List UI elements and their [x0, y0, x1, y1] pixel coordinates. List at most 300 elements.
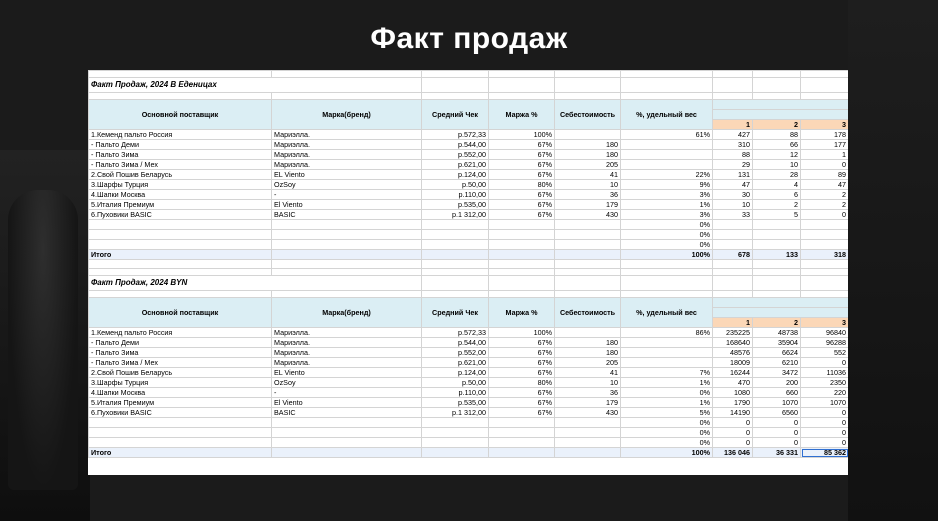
column-header[interactable]: Средний Чек — [422, 100, 489, 130]
data-cell[interactable]: EL Viento — [272, 170, 422, 180]
data-cell[interactable]: Мариэлла. — [272, 140, 422, 150]
data-cell[interactable]: 552 — [801, 348, 849, 358]
data-cell[interactable]: 1% — [621, 398, 713, 408]
data-cell[interactable]: 47 — [801, 180, 849, 190]
empty-cell[interactable] — [422, 291, 489, 298]
data-cell[interactable]: 12 — [753, 150, 801, 160]
empty-cell[interactable] — [801, 260, 849, 269]
data-cell[interactable] — [272, 428, 422, 438]
data-cell[interactable]: 3% — [621, 190, 713, 200]
data-cell[interactable]: 67% — [489, 200, 555, 210]
data-cell[interactable]: 180 — [555, 338, 621, 348]
empty-cell[interactable] — [555, 78, 621, 93]
empty-cell[interactable] — [753, 276, 801, 291]
empty-cell[interactable] — [713, 269, 753, 276]
empty-cell[interactable] — [555, 93, 621, 100]
empty-cell[interactable] — [713, 291, 753, 298]
data-cell[interactable]: р.50,00 — [422, 180, 489, 190]
empty-cell[interactable] — [422, 269, 489, 276]
data-cell[interactable]: 430 — [555, 210, 621, 220]
data-cell[interactable]: р.621,00 — [422, 358, 489, 368]
data-cell[interactable]: 205 — [555, 358, 621, 368]
data-cell[interactable] — [422, 240, 489, 250]
data-cell[interactable]: EL Viento — [272, 368, 422, 378]
empty-cell[interactable] — [489, 448, 555, 458]
data-cell[interactable]: 33 — [713, 210, 753, 220]
column-header[interactable]: Марка(бренд) — [272, 100, 422, 130]
data-cell[interactable]: 67% — [489, 398, 555, 408]
total-cell[interactable]: 85 362 — [801, 448, 849, 458]
empty-cell[interactable] — [89, 71, 272, 78]
data-cell[interactable]: р.544,00 — [422, 140, 489, 150]
data-cell[interactable]: 0% — [621, 240, 713, 250]
data-cell[interactable] — [621, 348, 713, 358]
data-cell[interactable]: 67% — [489, 140, 555, 150]
data-cell[interactable]: 0 — [801, 428, 849, 438]
data-cell[interactable]: 80% — [489, 180, 555, 190]
data-cell[interactable]: 67% — [489, 160, 555, 170]
data-cell[interactable]: 0% — [621, 230, 713, 240]
data-cell[interactable]: Мариэлла. — [272, 348, 422, 358]
data-cell[interactable]: 0 — [713, 438, 753, 448]
data-cell[interactable]: - Пальто Зима / Мех — [89, 160, 272, 170]
data-cell[interactable]: 220 — [801, 388, 849, 398]
data-cell[interactable]: 1070 — [801, 398, 849, 408]
data-cell[interactable]: - — [272, 190, 422, 200]
data-cell[interactable]: El Viento — [272, 200, 422, 210]
data-cell[interactable]: 66 — [753, 140, 801, 150]
empty-cell[interactable] — [753, 269, 801, 276]
data-cell[interactable]: 2350 — [801, 378, 849, 388]
data-cell[interactable]: Мариэлла. — [272, 338, 422, 348]
data-cell[interactable] — [489, 418, 555, 428]
column-number[interactable]: 2 — [753, 318, 801, 328]
data-cell[interactable]: р.124,00 — [422, 368, 489, 378]
empty-cell[interactable] — [621, 93, 713, 100]
data-cell[interactable]: 0 — [801, 210, 849, 220]
data-cell[interactable]: 1.Кеменд пальто Россия — [89, 130, 272, 140]
data-cell[interactable]: 0 — [753, 418, 801, 428]
data-cell[interactable]: 430 — [555, 408, 621, 418]
data-cell[interactable]: р.535,00 — [422, 200, 489, 210]
data-cell[interactable]: 14190 — [713, 408, 753, 418]
data-cell[interactable]: 11036 — [801, 368, 849, 378]
empty-cell[interactable] — [621, 78, 713, 93]
data-cell[interactable]: 100% — [489, 328, 555, 338]
empty-cell[interactable] — [753, 78, 801, 93]
data-cell[interactable]: р.621,00 — [422, 160, 489, 170]
column-number[interactable]: 1 — [713, 120, 753, 130]
data-cell[interactable]: р.50,00 — [422, 378, 489, 388]
data-cell[interactable]: р.1 312,00 — [422, 408, 489, 418]
data-cell[interactable]: - Пальто Деми — [89, 140, 272, 150]
data-cell[interactable]: 235225 — [713, 328, 753, 338]
column-header[interactable]: Маржа % — [489, 100, 555, 130]
data-cell[interactable]: 179 — [555, 200, 621, 210]
data-cell[interactable] — [801, 240, 849, 250]
data-cell[interactable]: 180 — [555, 150, 621, 160]
data-cell[interactable]: 0 — [801, 358, 849, 368]
data-cell[interactable]: 88 — [713, 150, 753, 160]
data-cell[interactable]: 180 — [555, 348, 621, 358]
data-cell[interactable]: 4.Шапки Москва — [89, 190, 272, 200]
empty-cell[interactable] — [489, 93, 555, 100]
empty-cell[interactable] — [621, 71, 713, 78]
data-cell[interactable]: 6.Пуховики BASIC — [89, 408, 272, 418]
data-cell[interactable] — [489, 240, 555, 250]
data-cell[interactable]: 67% — [489, 150, 555, 160]
data-cell[interactable]: 0 — [801, 438, 849, 448]
empty-cell[interactable] — [555, 250, 621, 260]
data-cell[interactable]: 0% — [621, 418, 713, 428]
data-cell[interactable]: р.572,33 — [422, 328, 489, 338]
data-cell[interactable]: BASIC — [272, 408, 422, 418]
empty-cell[interactable] — [555, 260, 621, 269]
data-cell[interactable] — [753, 230, 801, 240]
data-cell[interactable]: 30 — [713, 190, 753, 200]
data-cell[interactable]: 61% — [621, 130, 713, 140]
data-cell[interactable]: 9% — [621, 180, 713, 190]
empty-cell[interactable] — [272, 291, 422, 298]
empty-cell[interactable] — [713, 93, 753, 100]
empty-cell[interactable] — [489, 260, 555, 269]
data-cell[interactable] — [621, 358, 713, 368]
empty-cell[interactable] — [713, 71, 753, 78]
column-number[interactable]: 3 — [801, 120, 849, 130]
data-cell[interactable] — [555, 130, 621, 140]
data-cell[interactable] — [555, 428, 621, 438]
data-cell[interactable]: 67% — [489, 190, 555, 200]
empty-cell[interactable] — [89, 260, 272, 269]
data-cell[interactable]: 200 — [753, 378, 801, 388]
data-cell[interactable]: OzSoy — [272, 378, 422, 388]
data-cell[interactable]: Мариэлла. — [272, 150, 422, 160]
empty-cell[interactable] — [272, 269, 422, 276]
data-cell[interactable]: BASIC — [272, 210, 422, 220]
data-cell[interactable]: - Пальто Зима / Мех — [89, 358, 272, 368]
empty-cell[interactable] — [801, 78, 849, 93]
data-cell[interactable]: 41 — [555, 368, 621, 378]
empty-cell[interactable] — [753, 93, 801, 100]
empty-cell[interactable] — [272, 71, 422, 78]
data-cell[interactable]: 10 — [555, 180, 621, 190]
empty-cell[interactable] — [753, 291, 801, 298]
data-cell[interactable] — [89, 230, 272, 240]
data-cell[interactable]: 10 — [713, 200, 753, 210]
data-cell[interactable]: 0% — [621, 388, 713, 398]
data-cell[interactable]: Мариэлла. — [272, 328, 422, 338]
data-cell[interactable]: 1070 — [753, 398, 801, 408]
data-cell[interactable] — [89, 428, 272, 438]
header-blank[interactable] — [713, 308, 849, 318]
empty-cell[interactable] — [89, 291, 272, 298]
data-cell[interactable] — [555, 240, 621, 250]
data-cell[interactable]: 6560 — [753, 408, 801, 418]
empty-cell[interactable] — [272, 448, 422, 458]
data-cell[interactable]: 48738 — [753, 328, 801, 338]
data-cell[interactable]: 96840 — [801, 328, 849, 338]
data-cell[interactable]: 67% — [489, 170, 555, 180]
data-cell[interactable]: 0% — [621, 438, 713, 448]
data-cell[interactable]: 10 — [555, 378, 621, 388]
data-cell[interactable]: 6624 — [753, 348, 801, 358]
data-cell[interactable]: 6 — [753, 190, 801, 200]
total-cell[interactable]: 100% — [621, 250, 713, 260]
data-cell[interactable]: 0 — [753, 428, 801, 438]
data-cell[interactable] — [753, 240, 801, 250]
data-cell[interactable]: 67% — [489, 338, 555, 348]
data-cell[interactable] — [621, 140, 713, 150]
data-cell[interactable] — [713, 230, 753, 240]
data-cell[interactable]: 5% — [621, 408, 713, 418]
empty-cell[interactable] — [713, 276, 753, 291]
data-cell[interactable]: 0 — [801, 408, 849, 418]
data-cell[interactable] — [713, 220, 753, 230]
empty-cell[interactable] — [555, 291, 621, 298]
data-cell[interactable]: 2.Свой Пошив Беларусь — [89, 368, 272, 378]
empty-cell[interactable] — [489, 291, 555, 298]
column-header[interactable]: Маржа % — [489, 298, 555, 328]
data-cell[interactable]: 35904 — [753, 338, 801, 348]
empty-cell[interactable] — [801, 276, 849, 291]
total-cell[interactable]: 36 331 — [753, 448, 801, 458]
empty-cell[interactable] — [621, 276, 713, 291]
column-number[interactable]: 3 — [801, 318, 849, 328]
empty-cell[interactable] — [422, 250, 489, 260]
column-header[interactable]: Средний Чек — [422, 298, 489, 328]
total-cell[interactable]: 678 — [713, 250, 753, 260]
data-cell[interactable]: 0 — [713, 428, 753, 438]
data-cell[interactable]: 96288 — [801, 338, 849, 348]
column-header[interactable]: %, удельный вес — [621, 298, 713, 328]
empty-cell[interactable] — [621, 291, 713, 298]
data-cell[interactable] — [89, 240, 272, 250]
data-cell[interactable]: - Пальто Зима — [89, 150, 272, 160]
empty-cell[interactable] — [801, 93, 849, 100]
data-cell[interactable] — [621, 160, 713, 170]
empty-cell[interactable] — [555, 269, 621, 276]
data-cell[interactable]: 48576 — [713, 348, 753, 358]
data-cell[interactable] — [422, 438, 489, 448]
header-blank[interactable] — [713, 100, 849, 110]
table-title[interactable]: Факт Продаж, 2024 BYN — [89, 276, 422, 291]
column-header[interactable]: Основной поставщик — [89, 298, 272, 328]
data-cell[interactable]: 5 — [753, 210, 801, 220]
data-cell[interactable]: 1790 — [713, 398, 753, 408]
empty-cell[interactable] — [422, 78, 489, 93]
data-cell[interactable]: 10 — [753, 160, 801, 170]
data-cell[interactable] — [555, 220, 621, 230]
data-cell[interactable] — [489, 428, 555, 438]
empty-cell[interactable] — [272, 250, 422, 260]
empty-cell[interactable] — [489, 71, 555, 78]
data-cell[interactable]: - Пальто Деми — [89, 338, 272, 348]
data-cell[interactable]: р.110,00 — [422, 190, 489, 200]
data-cell[interactable]: 36 — [555, 388, 621, 398]
data-cell[interactable] — [272, 240, 422, 250]
data-cell[interactable]: 3.Шарфы Турция — [89, 180, 272, 190]
data-cell[interactable]: 0 — [753, 438, 801, 448]
data-cell[interactable] — [801, 230, 849, 240]
empty-cell[interactable] — [422, 93, 489, 100]
data-cell[interactable]: 28 — [753, 170, 801, 180]
data-cell[interactable] — [801, 220, 849, 230]
data-cell[interactable]: 0% — [621, 220, 713, 230]
data-cell[interactable]: - — [272, 388, 422, 398]
data-cell[interactable]: 80% — [489, 378, 555, 388]
data-cell[interactable]: OzSoy — [272, 180, 422, 190]
data-cell[interactable]: 4 — [753, 180, 801, 190]
data-cell[interactable]: 18009 — [713, 358, 753, 368]
data-cell[interactable]: 177 — [801, 140, 849, 150]
data-cell[interactable] — [89, 418, 272, 428]
total-cell[interactable]: 318 — [801, 250, 849, 260]
data-cell[interactable]: 6210 — [753, 358, 801, 368]
data-cell[interactable]: 0 — [801, 418, 849, 428]
empty-cell[interactable] — [713, 78, 753, 93]
data-cell[interactable]: 89 — [801, 170, 849, 180]
data-cell[interactable]: 67% — [489, 348, 555, 358]
data-cell[interactable]: 131 — [713, 170, 753, 180]
column-header[interactable]: Основной поставщик — [89, 100, 272, 130]
data-cell[interactable]: 1% — [621, 200, 713, 210]
data-cell[interactable]: 2 — [753, 200, 801, 210]
empty-cell[interactable] — [753, 71, 801, 78]
data-cell[interactable]: - Пальто Зима — [89, 348, 272, 358]
empty-cell[interactable] — [713, 260, 753, 269]
data-cell[interactable] — [621, 150, 713, 160]
data-cell[interactable]: 86% — [621, 328, 713, 338]
data-cell[interactable] — [272, 418, 422, 428]
column-header[interactable]: Себестоимость — [555, 100, 621, 130]
empty-cell[interactable] — [621, 269, 713, 276]
data-cell[interactable]: 180 — [555, 140, 621, 150]
data-cell[interactable]: 0 — [713, 418, 753, 428]
empty-cell[interactable] — [753, 260, 801, 269]
data-cell[interactable]: 2 — [801, 200, 849, 210]
data-cell[interactable]: 36 — [555, 190, 621, 200]
data-cell[interactable]: 1.Кеменд пальто Россия — [89, 328, 272, 338]
empty-cell[interactable] — [89, 93, 272, 100]
table-title[interactable]: Факт Продаж, 2024 В Еденицах — [89, 78, 422, 93]
data-cell[interactable]: р.1 312,00 — [422, 210, 489, 220]
data-cell[interactable]: 67% — [489, 388, 555, 398]
empty-cell[interactable] — [272, 260, 422, 269]
data-cell[interactable] — [422, 428, 489, 438]
data-cell[interactable]: 5.Италия Премиум — [89, 398, 272, 408]
data-cell[interactable]: 3% — [621, 210, 713, 220]
column-number[interactable]: 1 — [713, 318, 753, 328]
data-cell[interactable]: 5.Италия Премиум — [89, 200, 272, 210]
data-cell[interactable]: 3472 — [753, 368, 801, 378]
data-cell[interactable] — [621, 338, 713, 348]
data-cell[interactable] — [713, 240, 753, 250]
data-cell[interactable] — [555, 230, 621, 240]
data-cell[interactable]: 0% — [621, 428, 713, 438]
data-cell[interactable] — [272, 220, 422, 230]
data-cell[interactable]: El Viento — [272, 398, 422, 408]
data-cell[interactable] — [555, 418, 621, 428]
total-cell[interactable]: 133 — [753, 250, 801, 260]
header-blank[interactable] — [713, 298, 849, 308]
empty-cell[interactable] — [422, 71, 489, 78]
total-label[interactable]: Итого — [89, 448, 272, 458]
empty-cell[interactable] — [801, 269, 849, 276]
data-cell[interactable]: 168640 — [713, 338, 753, 348]
data-cell[interactable]: 7% — [621, 368, 713, 378]
empty-cell[interactable] — [621, 260, 713, 269]
empty-cell[interactable] — [555, 71, 621, 78]
data-cell[interactable]: р.535,00 — [422, 398, 489, 408]
column-header[interactable]: %, удельный вес — [621, 100, 713, 130]
data-cell[interactable]: р.124,00 — [422, 170, 489, 180]
data-cell[interactable]: 1080 — [713, 388, 753, 398]
empty-cell[interactable] — [89, 269, 272, 276]
empty-cell[interactable] — [801, 71, 849, 78]
data-cell[interactable] — [489, 438, 555, 448]
data-cell[interactable] — [555, 438, 621, 448]
empty-cell[interactable] — [422, 276, 489, 291]
data-cell[interactable]: 310 — [713, 140, 753, 150]
data-cell[interactable] — [753, 220, 801, 230]
data-cell[interactable]: 22% — [621, 170, 713, 180]
data-cell[interactable]: 2.Свой Пошив Беларусь — [89, 170, 272, 180]
data-cell[interactable]: 4.Шапки Москва — [89, 388, 272, 398]
data-cell[interactable]: р.110,00 — [422, 388, 489, 398]
header-blank[interactable] — [713, 110, 849, 120]
total-label[interactable]: Итого — [89, 250, 272, 260]
empty-cell[interactable] — [272, 93, 422, 100]
empty-cell[interactable] — [555, 448, 621, 458]
data-cell[interactable] — [422, 230, 489, 240]
data-cell[interactable]: 2 — [801, 190, 849, 200]
data-cell[interactable]: 67% — [489, 408, 555, 418]
column-number[interactable]: 2 — [753, 120, 801, 130]
data-cell[interactable]: 88 — [753, 130, 801, 140]
data-cell[interactable]: 1 — [801, 150, 849, 160]
data-cell[interactable] — [422, 418, 489, 428]
data-cell[interactable] — [89, 438, 272, 448]
column-header[interactable]: Марка(бренд) — [272, 298, 422, 328]
data-cell[interactable]: 67% — [489, 368, 555, 378]
data-cell[interactable] — [422, 220, 489, 230]
data-cell[interactable]: 47 — [713, 180, 753, 190]
data-cell[interactable]: 0 — [801, 160, 849, 170]
empty-cell[interactable] — [555, 276, 621, 291]
empty-cell[interactable] — [489, 276, 555, 291]
data-cell[interactable]: р.544,00 — [422, 338, 489, 348]
data-cell[interactable]: р.572,33 — [422, 130, 489, 140]
total-cell[interactable]: 100% — [621, 448, 713, 458]
column-header[interactable]: Себестоимость — [555, 298, 621, 328]
data-cell[interactable]: 6.Пуховики BASIC — [89, 210, 272, 220]
data-cell[interactable] — [272, 230, 422, 240]
data-cell[interactable]: 470 — [713, 378, 753, 388]
data-cell[interactable] — [489, 230, 555, 240]
total-cell[interactable]: 136 046 — [713, 448, 753, 458]
data-cell[interactable]: 67% — [489, 210, 555, 220]
empty-cell[interactable] — [422, 448, 489, 458]
data-cell[interactable] — [489, 220, 555, 230]
empty-cell[interactable] — [801, 291, 849, 298]
data-cell[interactable]: 41 — [555, 170, 621, 180]
data-cell[interactable]: 179 — [555, 398, 621, 408]
data-cell[interactable]: 3.Шарфы Турция — [89, 378, 272, 388]
data-cell[interactable]: Мариэлла. — [272, 358, 422, 368]
data-cell[interactable]: Мариэлла. — [272, 160, 422, 170]
data-cell[interactable]: 178 — [801, 130, 849, 140]
data-cell[interactable]: 205 — [555, 160, 621, 170]
